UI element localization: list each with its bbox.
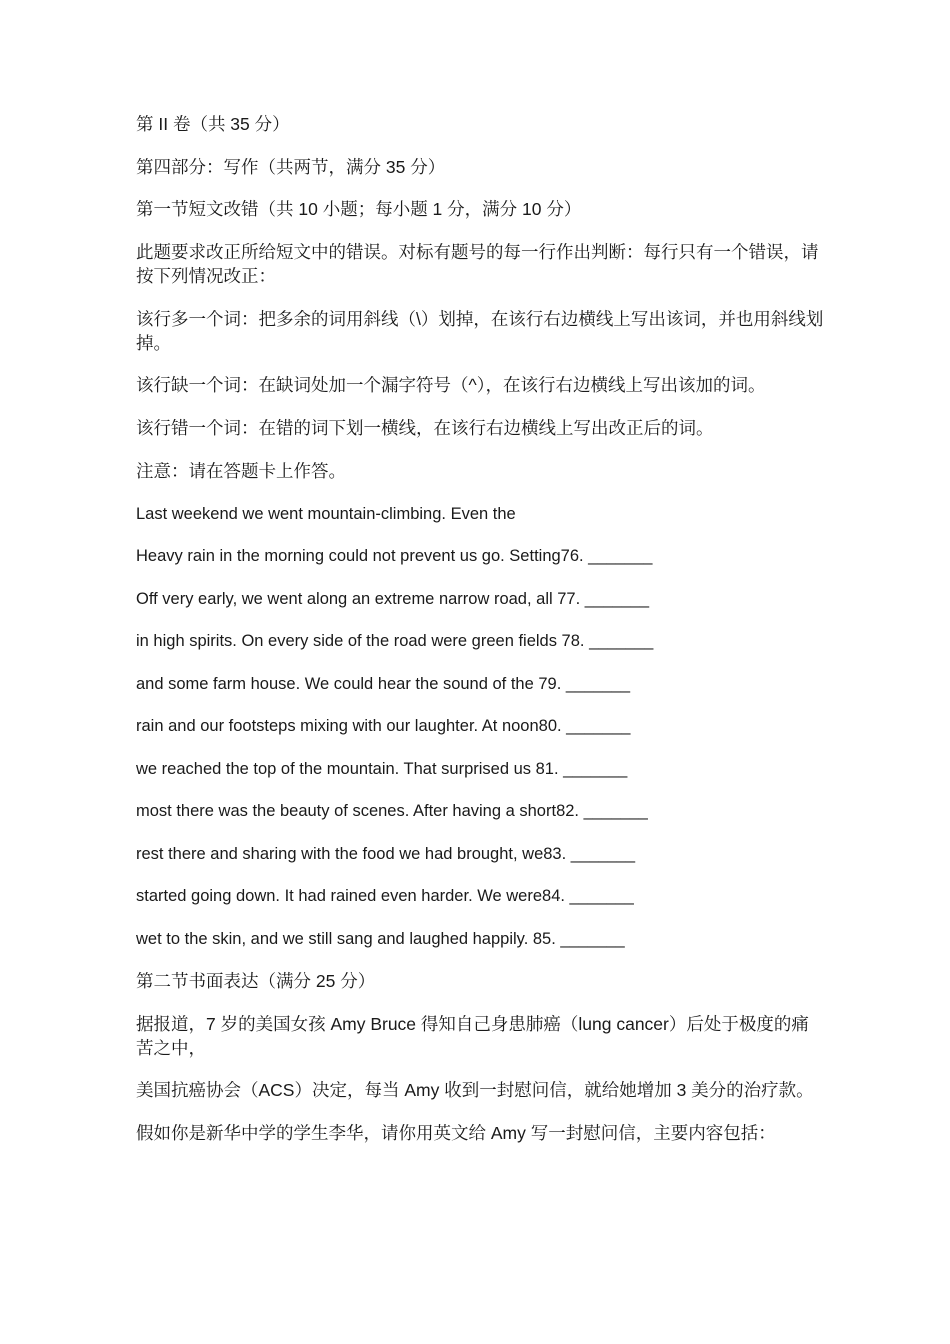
rule-extra-word: 该行多一个词：把多余的词用斜线（\）划掉，在该行右边横线上写出该词，并也用斜线划掉。 xyxy=(136,308,824,353)
document-page xyxy=(136,112,826,1164)
passage-line: started going down. It had rained even harder. We were84. _______ xyxy=(136,887,634,905)
passage-line: in high spirits. On every side of the road were green fields 78. _______ xyxy=(136,632,654,650)
passage-line: and some farm house. We could hear the sound of the 79. _______ xyxy=(136,674,631,693)
rule-missing-word: 该行缺一个词：在缺词处加一个漏字符号（^），在该行右边横线上写出该加的词。 xyxy=(136,375,766,396)
section1-title: 第一节短文改错（共 10 小题；每小题 1 分，满分 10 分） xyxy=(136,199,582,220)
passage-line: we reached the top of the mountain. That surprised us 81. _______ xyxy=(136,759,628,778)
passage xyxy=(136,502,826,951)
section1-intro: 此题要求改正所给短文中的错误。对标有题号的每一行作出判断：每行只有一个错误，请按下列情况改正： xyxy=(136,242,819,287)
section2-paragraph-3: 假如你是新华中学的学生李华，请你用英文给 Amy 写一封慰问信，主要内容包括： xyxy=(136,1123,776,1144)
passage-line: Heavy rain in the morning could not prevent us go. Setting76. _______ xyxy=(136,547,653,565)
passage-line: Off very early, we went along an extreme narrow road, all 77. _______ xyxy=(136,589,650,608)
passage-line: rain and our footsteps mixing with our laughter. At noon80. _______ xyxy=(136,717,631,735)
passage-line: rest there and sharing with the food we had brought, we83. _______ xyxy=(136,844,636,863)
part-heading: 第四部分：写作（共两节，满分 35 分） xyxy=(136,156,446,177)
passage-line: most there was the beauty of scenes. After having a short82. _______ xyxy=(136,802,648,820)
passage-line: Last weekend we went mountain-climbing. Even the xyxy=(136,504,516,523)
passage-line: wet to the skin, and we still sang and laughed happily. 85. _______ xyxy=(136,929,625,948)
section2-title: 第二节书面表达（满分 25 分） xyxy=(136,971,376,991)
section2-paragraph-2: 美国抗癌协会（ACS）决定，每当 Amy 收到一封慰问信，就给她增加 3 美分的治疗款。 xyxy=(136,1080,814,1101)
rule-wrong-word: 该行错一个词：在错的词下划一横线，在该行右边横线上写出改正后的词。 xyxy=(136,418,714,439)
note: 注意：请在答题卡上作答。 xyxy=(136,460,346,481)
section2-paragraph-1: 据报道，7 岁的美国女孩 Amy Bruce 得知自己身患肺癌（lung cancer）后处于极度的痛苦之中， xyxy=(136,1013,809,1058)
volume-heading: 第 II 卷（共 35 分） xyxy=(136,114,290,134)
